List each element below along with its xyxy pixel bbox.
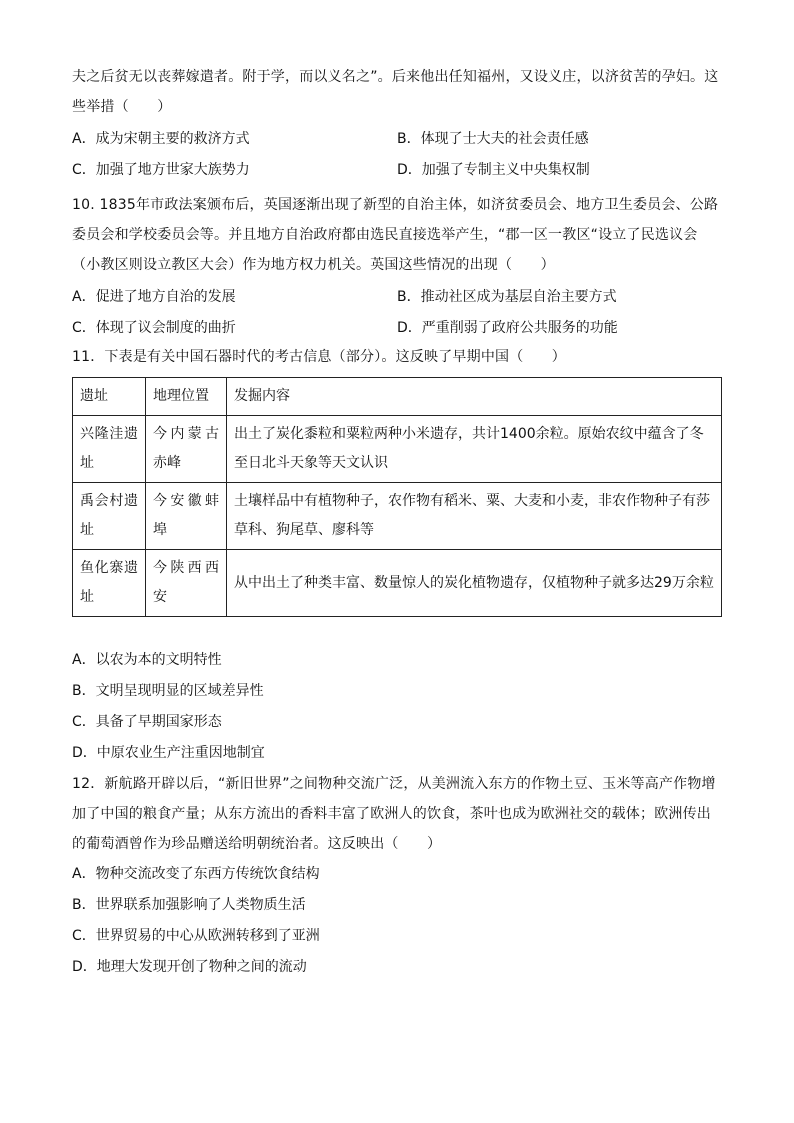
question-12-stem: 12．新航路开辟以后，“新旧世界”之间物种交流广泛，从美洲流入东方的作物土豆、玉米等高产作物增加了中国的粮食产量；从东方流出的香料丰富了欧洲人的饮食，茶叶也成为欧洲社交的载体；欧洲传出的葡萄酒曾作为珍品赠送给明朝统治者。这反映出（ ） <box>72 776 716 852</box>
question-12-option-c[interactable]: C．世界贸易的中心从欧洲转移到了亚洲 <box>72 928 320 944</box>
table-cell-location: 今安徽蚌埠 <box>146 483 227 550</box>
archaeology-table <box>72 377 722 617</box>
question-10-option-b[interactable]: B．推动社区成为基层自治主要方式 <box>397 288 617 305</box>
table-cell-content: 土壤样品中有植物种子，农作物有稻米、粟、大麦和小麦，非农作物种子有莎草科、狗尾草、廖科等 <box>227 483 722 550</box>
question-10-stem: 10. 1835年市政法案颁布后，英国逐渐出现了新型的自治主体，如济贫委员会、地方卫生委员会、公路委员会和学校委员会等。并且地方自治政府都由选民直接选举产生，“郡一区一教区“设立了民选议会（小教区则设立教区大会）作为地方权力机关。英国这些情况的出现（ ） <box>72 197 719 273</box>
question-11-option-b[interactable]: B．文明呈现明显的区域差异性 <box>72 683 264 699</box>
question-10-option-d[interactable]: D．严重削弱了政府公共服务的功能 <box>397 319 618 336</box>
table-cell-site: 禹会村遗址 <box>73 483 146 550</box>
question-10-option-c[interactable]: C．体现了议会制度的曲折 <box>72 319 236 336</box>
question-9-option-b[interactable]: B．体现了士大夫的社会责任感 <box>397 130 589 147</box>
table-cell-site: 兴隆洼遗址 <box>73 416 146 483</box>
question-10 <box>72 190 722 342</box>
question-11-option-c[interactable]: C．具备了早期国家形态 <box>72 714 222 730</box>
question-12-option-a[interactable]: A．物种交流改变了东西方传统饮食结构 <box>72 866 320 882</box>
question-9-option-a[interactable]: A．成为宋朝主要的救济方式 <box>72 130 250 147</box>
table-cell-content: 出土了炭化黍粒和粟粒两种小米遗存，共计1400余粒。原始农纹中蕴含了冬至日北斗天象等天文认识 <box>227 416 722 483</box>
question-10-options-row-2 <box>72 311 722 342</box>
question-11-option-a[interactable]: A．以农为本的文明特性 <box>72 652 222 668</box>
table-cell-location: 今陕西西安 <box>146 550 227 617</box>
exam-page <box>72 62 722 983</box>
question-9-stem: 夫之后贫无以丧葬嫁遣者。附于学，而以义名之”。后来他出任知福州，又设义庄，以济贫苦的孕妇。这些举措（ ） <box>72 69 719 115</box>
question-9-options-row-1 <box>72 122 722 153</box>
question-9-option-c[interactable]: C．加强了地方世家大族势力 <box>72 161 250 178</box>
table-header-cell: 地理位置 <box>146 378 227 416</box>
table-cell-location: 今内蒙古赤峰 <box>146 416 227 483</box>
question-11-option-d[interactable]: D．中原农业生产注重因地制宜 <box>72 745 265 761</box>
table-header-cell: 发掘内容 <box>227 378 722 416</box>
table-row <box>73 550 722 617</box>
question-9 <box>72 62 722 184</box>
question-10-options-row-1 <box>72 280 722 311</box>
table-header-row <box>73 378 722 416</box>
table-row <box>73 483 722 550</box>
table-cell-site: 鱼化寨遗址 <box>73 550 146 617</box>
question-11-stem: 11．下表是有关中国石器时代的考古信息（部分）。这反映了早期中国（ ） <box>72 349 567 365</box>
table-cell-content: 从中出土了种类丰富、数量惊人的炭化植物遗存，仅植物种子就多达29万余粒 <box>227 550 722 617</box>
table-header-cell: 遗址 <box>73 378 146 416</box>
spacer <box>72 617 722 645</box>
question-12-option-b[interactable]: B．世界联系加强影响了人类物质生活 <box>72 897 306 913</box>
table-row <box>73 416 722 483</box>
question-12 <box>72 769 722 983</box>
question-9-options-row-2 <box>72 153 722 184</box>
question-12-option-d[interactable]: D．地理大发现开创了物种之间的流动 <box>72 959 307 975</box>
question-9-option-d[interactable]: D．加强了专制主义中央集权制 <box>397 161 590 178</box>
question-10-option-a[interactable]: A．促进了地方自治的发展 <box>72 288 236 305</box>
question-11 <box>72 342 722 769</box>
